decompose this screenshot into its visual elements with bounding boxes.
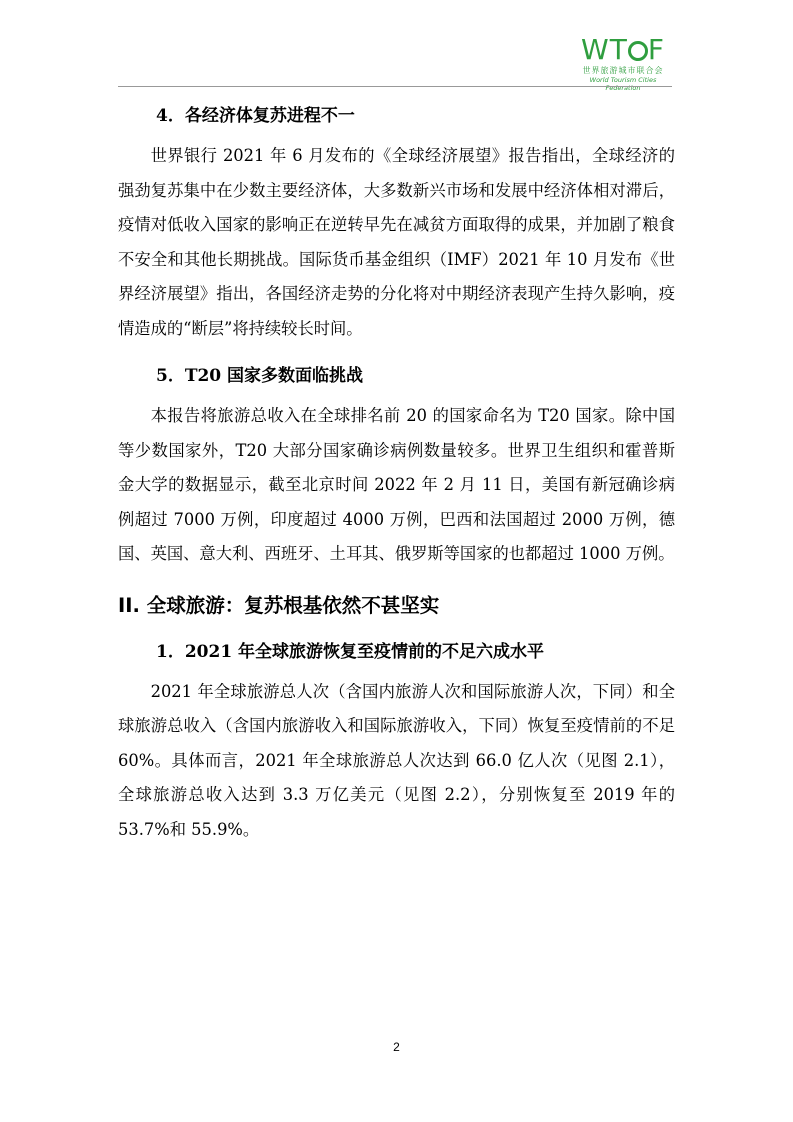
page-body	[118, 100, 675, 847]
section-4-paragraph: 世界银行 2021 年 6 月发布的《全球经济展望》报告指出，全球经济的强劲复苏集中在少数主要经济体，大多数新兴市场和发展中经济体相对滞后，疫情对低收入国家的影响正在逆转早先在减贫方面取得的成果，并加剧了粮食不安全和其他长期挑战。国际货币基金组织（IMF）2021 年 10 月发布《世界经济展望》指出，各国经济走势的分化将对中期经济表现产生持久影响，疫情造成的“断层”将持续较长时间。	[118, 146, 675, 338]
chapter-sub-heading-1: 1．2021 年全球旅游恢复至疫情前的不足六成水平	[156, 641, 545, 662]
logo-chinese-name: 世界旅游城市联合会	[582, 66, 664, 75]
chapter-heading: II. 全球旅游：复苏根基依然不甚坚实	[118, 593, 440, 617]
section-heading-5: 5．T20 国家多数面临挑战	[156, 366, 364, 386]
page-number: 2	[393, 1040, 400, 1054]
section-5-paragraph: 本报告将旅游总收入在全球排名前 20 的国家命名为 T20 国家。除中国等少数国家外，T20 大部分国家确诊病例数量较多。世界卫生组织和霍普斯金大学的数据显示，截至北京时间 2022 年 2 月 11 日，美国有新冠确诊病例超过 7000 万例，印度超过 4000 万例，巴西和法国超过 2000 万例，德国、英国、意大利、西班牙、土耳其、俄罗斯等国家的也都超过 1000 万例。	[118, 406, 675, 563]
header-divider	[118, 86, 672, 87]
logo-english-name: World Tourism Cities Federation	[589, 76, 657, 92]
section-heading-4: 4．各经济体复苏进程不一	[156, 106, 355, 126]
wtcf-logo	[573, 33, 673, 92]
chapter-paragraph: 2021 年全球旅游总人次（含国内旅游人次和国际旅游人次，下同）和全球旅游总收入（含国内旅游收入和国际旅游收入，下同）恢复至疫情前的不足 60%。具体而言，2021 年全球旅游总人次达到 66.0 亿人次（见图 2.1），全球旅游总收入达到 3.3 万亿美元（见图 2.2），分别恢复至 2019 年的 53.7%和 55.9%。	[118, 681, 675, 839]
logo-mark: WT F	[581, 33, 665, 66]
